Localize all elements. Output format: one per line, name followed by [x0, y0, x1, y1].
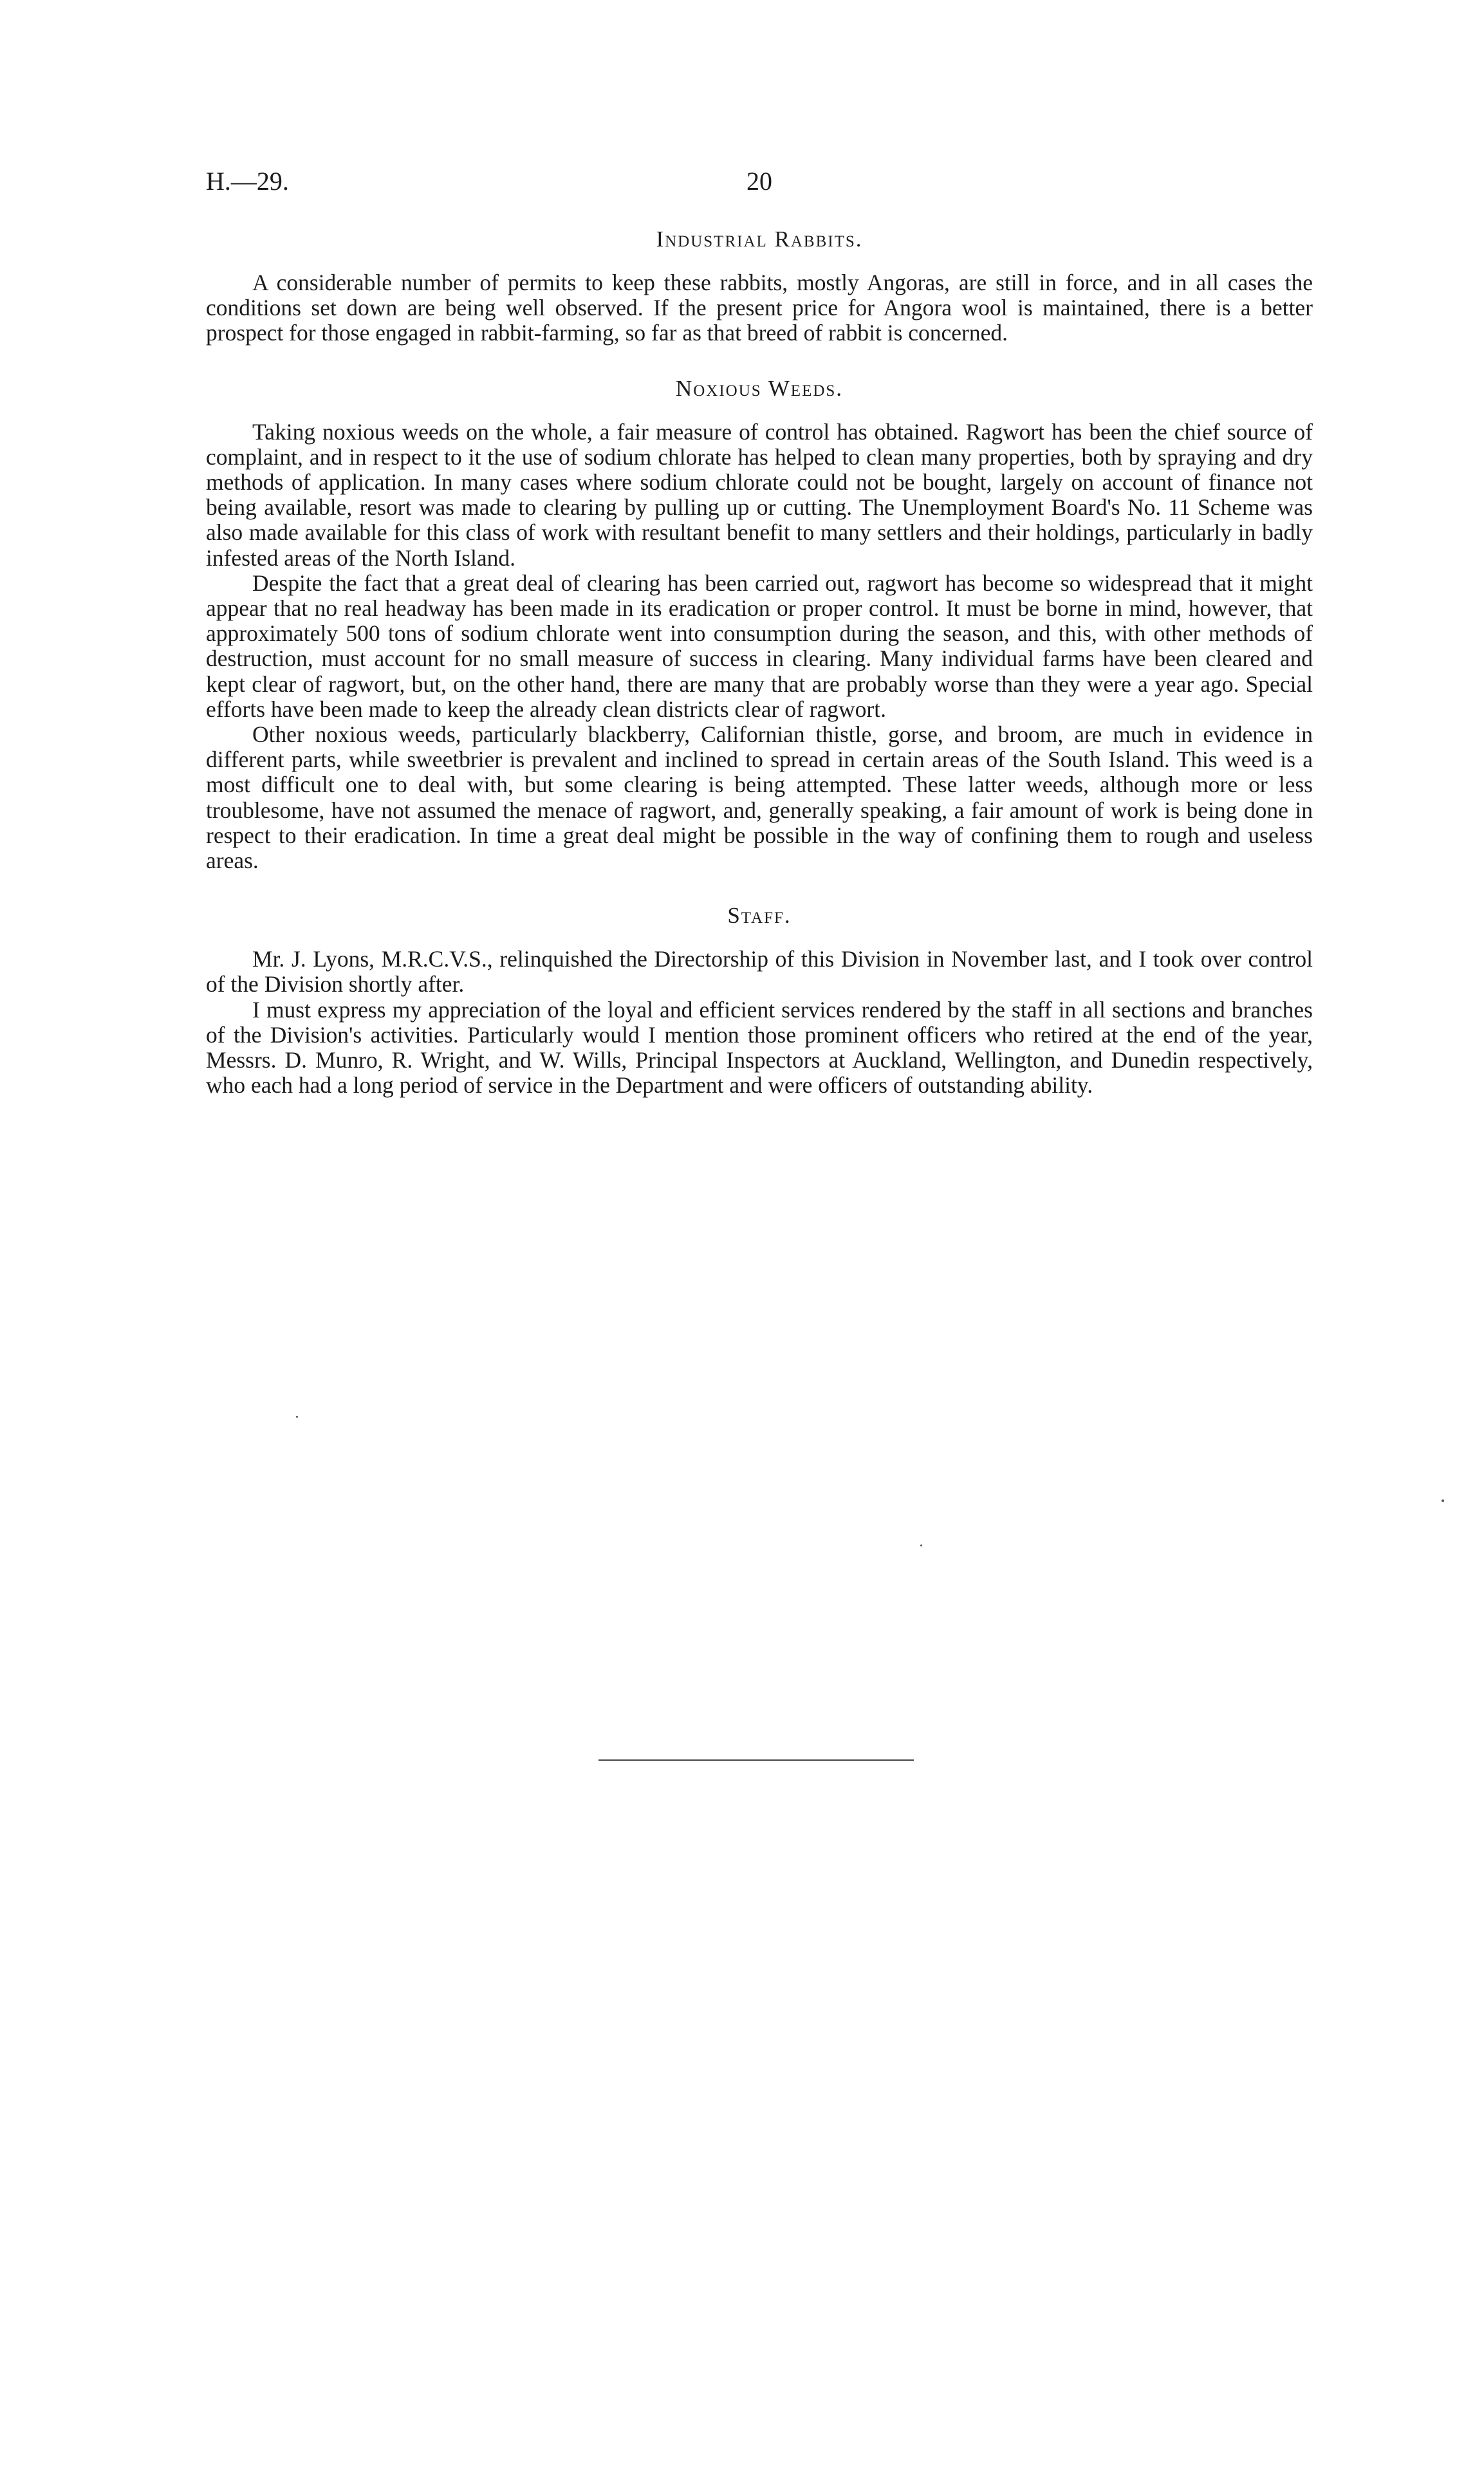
- section-heading-industrial-rabbits: Industrial Rabbits.: [656, 227, 863, 252]
- scan-speck: [296, 1416, 298, 1418]
- paragraph: Despite the fact that a great deal of clearing has been carried out, ragwort has become so widespread that it might appear that no real headway has been made in its eradication or proper control. It must be borne in mind, however, that approximately 500 tons of sodium chlorate went into consumption during the season, and this, with other methods of destruction, must account for no small measure of success in clearing. Many individual farms have been cleared and kept clear of ragwort, but, on the other hand, there are many that are probably worse than they were a year ago. Special efforts have been made to keep the already clean districts clear of ragwort.: [206, 570, 1313, 722]
- paragraph: I must express my appreciation of the loyal and efficient services rendered by the staff in all sections and branches of the Division's activities. Particularly would I mention those prominent officers who retired at the end of the year, Messrs. D. Munro, R. Wright, and W. Wills, Principal Inspectors at Auckland, Wellington, and Dunedin respectively, who each had a long period of service in the Department and were officers of outstanding ability.: [206, 996, 1313, 1099]
- section-heading-noxious-weeds: Noxious Weeds.: [675, 375, 844, 401]
- page-number: 20: [747, 167, 772, 196]
- paragraph: Other noxious weeds, particularly blackberry, Californian thistle, gorse, and broom, are much in evidence in different parts, while sweetbrier is prevalent and inclined to spread in certain areas of the South Island. This weed is a most difficult one to deal with, but some clearing is being attempted. These latter weeds, although more or less troublesome, have not assumed the menace of ragwort, and, generally speaking, a fair amount of work is being done in respect to their eradication. In time a great deal might be possible in the way of confining them to rough and useless areas.: [206, 721, 1313, 874]
- scan-speck: [1442, 1499, 1444, 1502]
- document-reference: H.—29.: [206, 167, 289, 196]
- paragraph: Taking noxious weeds on the whole, a fair measure of control has obtained. Ragwort has been the chief source of complaint, and in respect to it the use of sodium chlorate has helped to clean many properties, both by spraying and dry methods of application. In many cases where sodium chlorate could not be bought, largely on account of finance not being available, resort was made to clearing by pulling up or cutting. The Unemployment Board's No. 11 Scheme was also made available for this class of work with resultant benefit to many settlers and their holdings, particularly in badly infested areas of the North Island.: [206, 418, 1313, 571]
- scan-speck: [920, 1545, 922, 1546]
- closing-rule: [598, 1759, 914, 1761]
- running-header: [206, 162, 1313, 201]
- paragraph: A considerable number of permits to keep these rabbits, mostly Angoras, are still in force, and in all cases the conditions set down are being well observed. If the present price for Angora wool is maintained, there is a better prospect for those engaged in rabbit-farming, so far as that breed of rabbit is concerned.: [206, 270, 1313, 346]
- document-body: [206, 227, 1313, 1098]
- section-heading-staff: Staff.: [727, 903, 792, 929]
- paragraph: Mr. J. Lyons, M.R.C.V.S., relinquished the Directorship of this Division in November last, and I took over control of the Division shortly after.: [206, 946, 1313, 997]
